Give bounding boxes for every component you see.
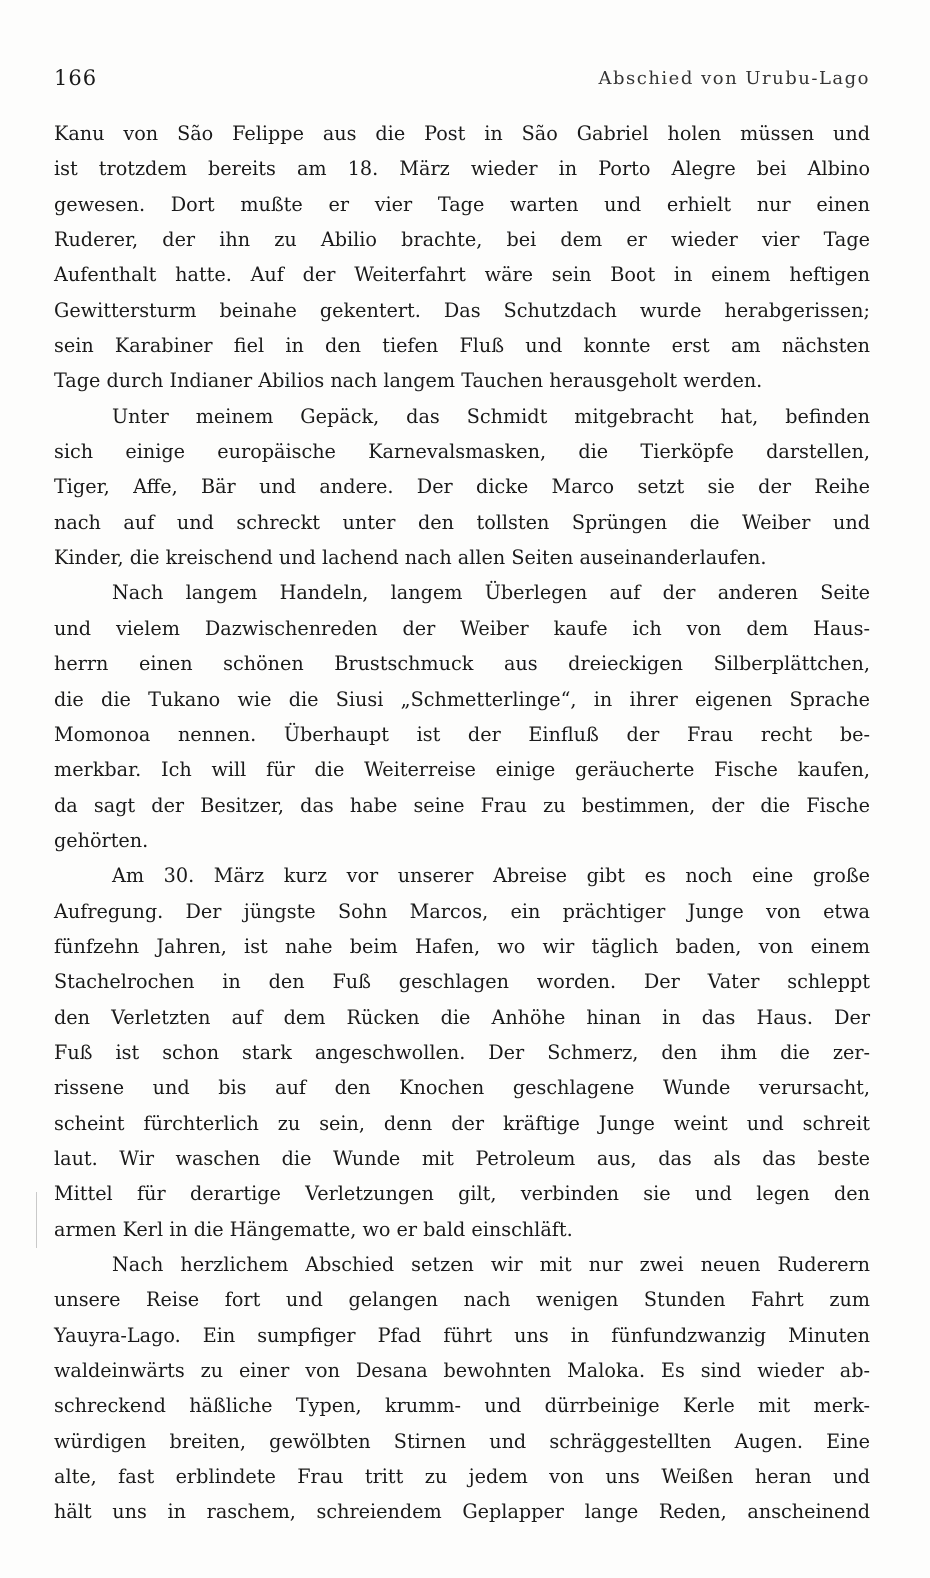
text-line: Aufregung. Der jüngste Sohn Marcos, ein prächtiger Junge von etwa <box>54 899 870 923</box>
body-text <box>54 116 870 1530</box>
paragraph-first-line: Nach herzlichem Abschied setzen wir mit nur zwei neuen Ruderern <box>112 1253 870 1276</box>
text-line: unsere Reise fort und gelangen nach wenigen Stunden Fahrt zum <box>54 1288 870 1312</box>
text-line: Aufenthalt hatte. Auf der Weiterfahrt wäre sein Boot in einem heftigen <box>54 263 870 287</box>
paragraph-first-line: Unter meinem Gepäck, das Schmidt mitgebracht hat, befinden <box>112 404 870 428</box>
page-number: 166 <box>54 66 98 90</box>
text-line: Kanu von São Felippe aus die Post in São Gabriel holen müssen und <box>54 122 870 145</box>
text-line: nach auf und schreckt unter den tollsten Sprüngen die Weiber und <box>54 510 870 534</box>
text-line: Tiger, Affe, Bär und andere. Der dicke Marco setzt sie der Reihe <box>54 475 870 499</box>
text-line: armen Kerl in die Hängematte, wo er bald einschläft. <box>54 1217 573 1241</box>
text-line: sein Karabiner fiel in den tiefen Fluß und konnte erst am nächsten <box>54 334 870 358</box>
text-line: hält uns in raschem, schreiendem Geplapper lange Reden, anscheinend <box>54 1500 870 1524</box>
text-line: Mittel für derartige Verletzungen gilt, verbinden sie und legen den <box>54 1182 870 1206</box>
text-line: Tage durch Indianer Abilios nach langem Tauchen herausgeholt werden. <box>54 369 763 393</box>
text-line: schreckend häßliche Typen, krumm- und dürrbeinige Kerle mit merk- <box>54 1394 870 1418</box>
text-line: die die Tukano wie die Siusi „Schmetterlinge“, in ihrer eigenen Sprache <box>54 687 870 711</box>
text-line: Stachelrochen in den Fuß geschlagen worden. Der Vater schleppt <box>54 970 870 994</box>
text-line: gehörten. <box>54 828 149 852</box>
paragraph-first-line: Nach langem Handeln, langem Überlegen auf der anderen Seite <box>112 581 870 605</box>
text-line: Momonoa nennen. Überhaupt ist der Einfluß der Frau recht be- <box>54 722 870 746</box>
text-line: gewesen. Dort mußte er vier Tage warten und erhielt nur einen <box>54 192 870 216</box>
text-line: Gewittersturm beinahe gekentert. Das Schutzdach wurde herabgerissen; <box>54 298 870 322</box>
text-line: Yauyra-Lago. Ein sumpfiger Pfad führt uns in fünfundzwanzig Minuten <box>54 1323 870 1347</box>
running-head: Abschied von Urubu-Lago <box>598 68 870 89</box>
text-line: den Verletzten auf dem Rücken die Anhöhe hinan in das Haus. Der <box>54 1005 870 1029</box>
text-line: rissene und bis auf den Knochen geschlagene Wunde verursacht, <box>54 1076 870 1100</box>
text-line: Kinder, die kreischend und lachend nach allen Seiten auseinanderlaufen. <box>54 546 767 570</box>
text-line: Ruderer, der ihn zu Abilio brachte, bei dem er wieder vier Tage <box>54 228 870 252</box>
text-line: waldeinwärts zu einer von Desana bewohnten Maloka. Es sind wieder ab- <box>54 1359 870 1383</box>
text-line: würdigen breiten, gewölbten Stirnen und schräggestellten Augen. Eine <box>54 1429 870 1453</box>
margin-mark <box>36 1192 37 1248</box>
text-line: sich einige europäische Karnevalsmasken, die Tierköpfe darstellen, <box>54 440 870 464</box>
text-line: Fuß ist schon stark angeschwollen. Der Schmerz, den ihm die zer- <box>54 1040 870 1064</box>
text-line: scheint fürchterlich zu sein, denn der kräftige Junge weint und schreit <box>54 1111 870 1135</box>
page-header <box>54 66 870 100</box>
text-line: merkbar. Ich will für die Weiterreise einige geräucherte Fische kaufen, <box>54 758 870 782</box>
text-line: da sagt der Besitzer, das habe seine Frau zu bestimmen, der die Fische <box>54 793 870 817</box>
paragraph-first-line: Am 30. März kurz vor unserer Abreise gibt es noch eine große <box>112 864 870 888</box>
text-line: ist trotzdem bereits am 18. März wieder in Porto Alegre bei Albino <box>54 157 870 181</box>
text-line: laut. Wir waschen die Wunde mit Petroleum aus, das als das beste <box>54 1146 870 1170</box>
text-line: herrn einen schönen Brustschmuck aus dreieckigen Silberplättchen, <box>54 652 870 676</box>
text-line: und vielem Dazwischenreden der Weiber kaufe ich von dem Haus- <box>54 616 870 640</box>
text-line: fünfzehn Jahren, ist nahe beim Hafen, wo wir täglich baden, von einem <box>54 934 870 958</box>
text-line: alte, fast erblindete Frau tritt zu jedem von uns Weißen heran und <box>54 1465 870 1489</box>
